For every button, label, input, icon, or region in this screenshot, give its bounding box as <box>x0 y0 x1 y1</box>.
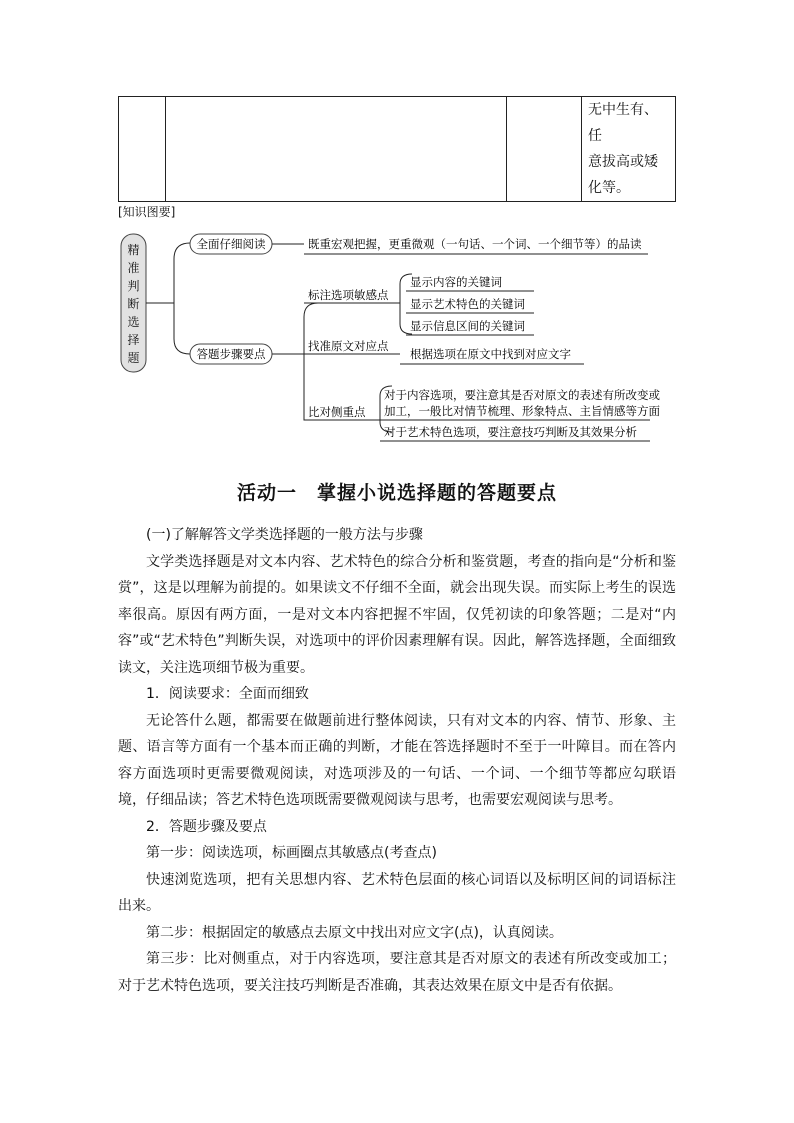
paragraph: 无论答什么题，都需要在做题前进行整体阅读，只有对文本的内容、情节、形象、主题、语言等方面有一个基本而正确的判断，才能在答选择题时不至于一叶障目。而在答内容方面选项时更需要微观阅读，对选项涉及的一句话、一个词、一个细节等都应勾联语境，仔细品读；答艺术特色选项既需要微观阅读与思考，也需要宏观阅读与思考。 <box>118 712 676 808</box>
root-char: 准 <box>127 261 140 275</box>
step1-item: 显示艺术特色的关键词 <box>410 297 525 311</box>
table-cell-line: 化等。 <box>588 180 630 196</box>
branch1-label: 全面仔细阅读 <box>196 237 266 251</box>
paragraph: 文学类选择题是对文本内容、艺术特色的综合分析和鉴赏题，考查的指向是“分析和鉴赏”，这是以理解为前提的。如果读文不仔细不全面，就会出现失误。而实际上考生的误选率很高。原因有两方面，一是对文本内容把握不牢固，仅凭初读的印象答题；二是对“内容”或“艺术特色”判断失误，对选项中的评价因素理解有误。因此，解答选择题，全面细致读文，关注选项细节极为重要。 <box>118 553 676 676</box>
step3-item: 加工，一般比对情节梳理、形象特点、主旨情感等方面 <box>384 404 660 418</box>
paragraph: 第二步：根据固定的敏感点去原文中找出对应文字(点)，认真阅读。 <box>146 924 563 941</box>
paragraph: 2．答题步骤及要点 <box>146 818 267 835</box>
step3-item: 对于内容选项，要注意其是否对原文的表述有所改变或 <box>384 388 660 402</box>
paragraph: 快速浏览选项，把有关思想内容、艺术特色层面的核心词语以及标明区间的词语标注出来。 <box>118 871 676 914</box>
table-cell-2 <box>166 97 507 202</box>
step1-item: 显示内容的关键词 <box>410 275 502 289</box>
paragraph: 1．阅读要求：全面而细致 <box>146 686 309 702</box>
root-bracket <box>146 243 190 354</box>
step1-item: 显示信息区间的关键词 <box>410 319 525 333</box>
root-char: 断 <box>127 297 140 311</box>
step2-label: 找准原文对应点 <box>308 339 389 353</box>
step3-label: 比对侧重点 <box>308 405 366 419</box>
paragraph: 第一步：阅读选项，标画圈点其敏感点(考查点) <box>146 845 437 861</box>
section-label: [知识图要] <box>118 205 176 219</box>
knowledge-diagram <box>118 224 678 444</box>
table-cell-3 <box>507 97 582 202</box>
paragraph: 第三步：比对侧重点，对于内容选项，要注意其是否对原文的表述有所改变或加工；对于艺术特色选项，要关注技巧判断是否准确，其表达效果在原文中是否有依据。 <box>118 951 676 994</box>
root-char: 精 <box>127 243 140 257</box>
table-cell-line: 意拔高或矮 <box>588 154 658 170</box>
section-heading: 活动一 掌握小说选择题的答题要点 <box>236 482 557 504</box>
table-cell-line: 无中生有、任 <box>588 102 658 144</box>
paragraph: (一)了解解答文学类选择题的一般方法与步骤 <box>146 527 423 543</box>
step3-item: 对于艺术特色选项，要注意技巧判断及其效果分析 <box>384 425 637 439</box>
root-char: 判 <box>127 279 140 293</box>
root-char: 择 <box>127 333 140 347</box>
table-fragment <box>118 96 676 196</box>
body-text <box>118 522 676 999</box>
branch1-desc: 既重宏观把握，更重微观（一句话、一个词、一个细节等）的品读 <box>308 237 642 251</box>
root-char: 选 <box>127 315 140 329</box>
table-cell-4 <box>582 97 676 202</box>
step2-item: 根据选项在原文中找到对应文字 <box>410 347 571 361</box>
root-char: 题 <box>127 351 140 365</box>
table-cell-1 <box>119 97 166 202</box>
branch2-label: 答题步骤要点 <box>196 347 266 361</box>
step1-label: 标注选项敏感点 <box>308 288 389 302</box>
